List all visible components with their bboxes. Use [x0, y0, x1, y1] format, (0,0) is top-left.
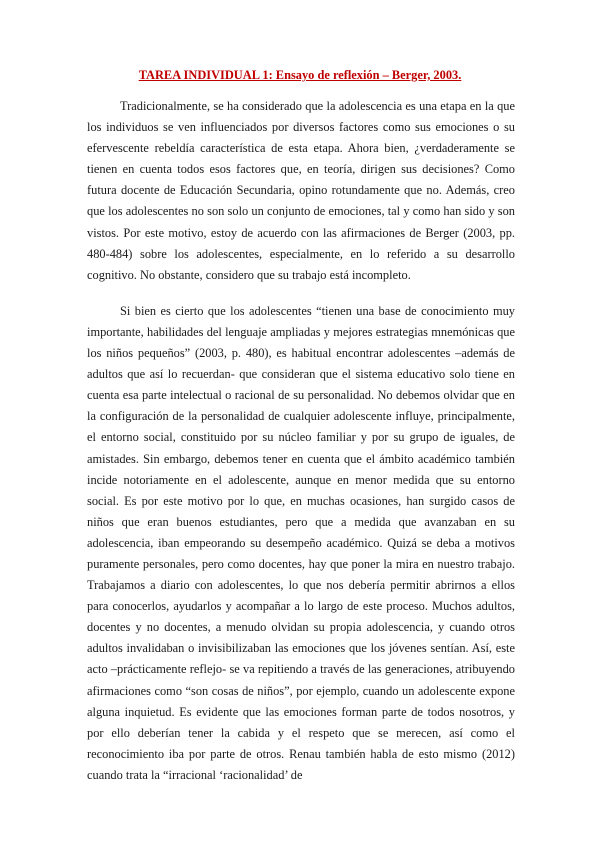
- document-title: TAREA INDIVIDUAL 1: Ensayo de reflexión – Berger, 2003.: [138, 68, 462, 82]
- paragraph-2: Si bien es cierto que los adolescentes “tienen una base de conocimiento muy importante, habilidades del lenguaje ampliadas y mejores estrategias mnemónicas que los niños pequeños” (2003, p. 480), es habitual encontrar adolescentes –además de adultos que así lo recuerdan- que consideran que el sistema educativo solo tiene en cuenta esa parte intelectual o racional de su personalidad. No debemos olvidar que en la configuración de la personalidad de cualquier adolescente influye, principalmente, el entorno social, constituido por su núcleo familiar y por su grupo de iguales, de amistades. Sin embargo, debemos tener en cuenta que el ámbito académico también incide notoriamente en el adolescente, aunque en menor medida que su entorno social. Es por este motivo por lo que, en muchas ocasiones, han surgido casos de niños que eran buenos estudiantes, pero que a medida que avanzaban en su adolescencia, iban empeorando su desempeño académico. Quizá se deba a motivos puramente personales, pero como docentes, hay que poner la mira en nuestro trabajo. Trabajamos a diario con adolescentes, lo que nos debería permitir abrirnos a ellos para conocerlos, ayudarlos y acompañar a lo largo de este proceso. Muchos adultos, docentes y no docentes, a menudo olvidan su propia adolescencia, y cuando otros adultos invalidaban o invisibilizaban las emociones que los jóvenes sentían. Así, este acto –prácticamente reflejo- se va repitiendo a través de las generaciones, atribuyendo afirmaciones como “son cosas de niños”, por ejemplo, cuando un adolescente expone alguna inquietud. Es evidente que las emociones forman parte de todos nosotros, y por ello deberían tener la cabida y el respeto que se merecen, así como el reconocimiento iba por parte de otros. Renau también habla de esto mismo (2012) cuando trata la “irracional ‘racionalidad’ de: [87, 303, 515, 782]
- document-body: [87, 96, 515, 801]
- paragraph-1: Tradicionalmente, se ha considerado que la adolescencia es una etapa en la que los individuos se ven influenciados por diversos factores como sus emociones o su efervescente rebeldía característica de esta etapa. Ahora bien, ¿verdaderamente se tienen en cuenta todos esos factores que, en teoría, dirigen sus decisiones? Como futura docente de Educación Secundaria, opino rotundamente que no. Además, creo que los adolescentes no son solo un conjunto de emociones, tal y como han sido y son vistos. Por este motivo, estoy de acuerdo con las afirmaciones de Berger (2003, pp. 480-484) sobre los adolescentes, especialmente, en lo referido a su desarrollo cognitivo. No obstante, considero que su trabajo está incompleto.: [87, 99, 515, 282]
